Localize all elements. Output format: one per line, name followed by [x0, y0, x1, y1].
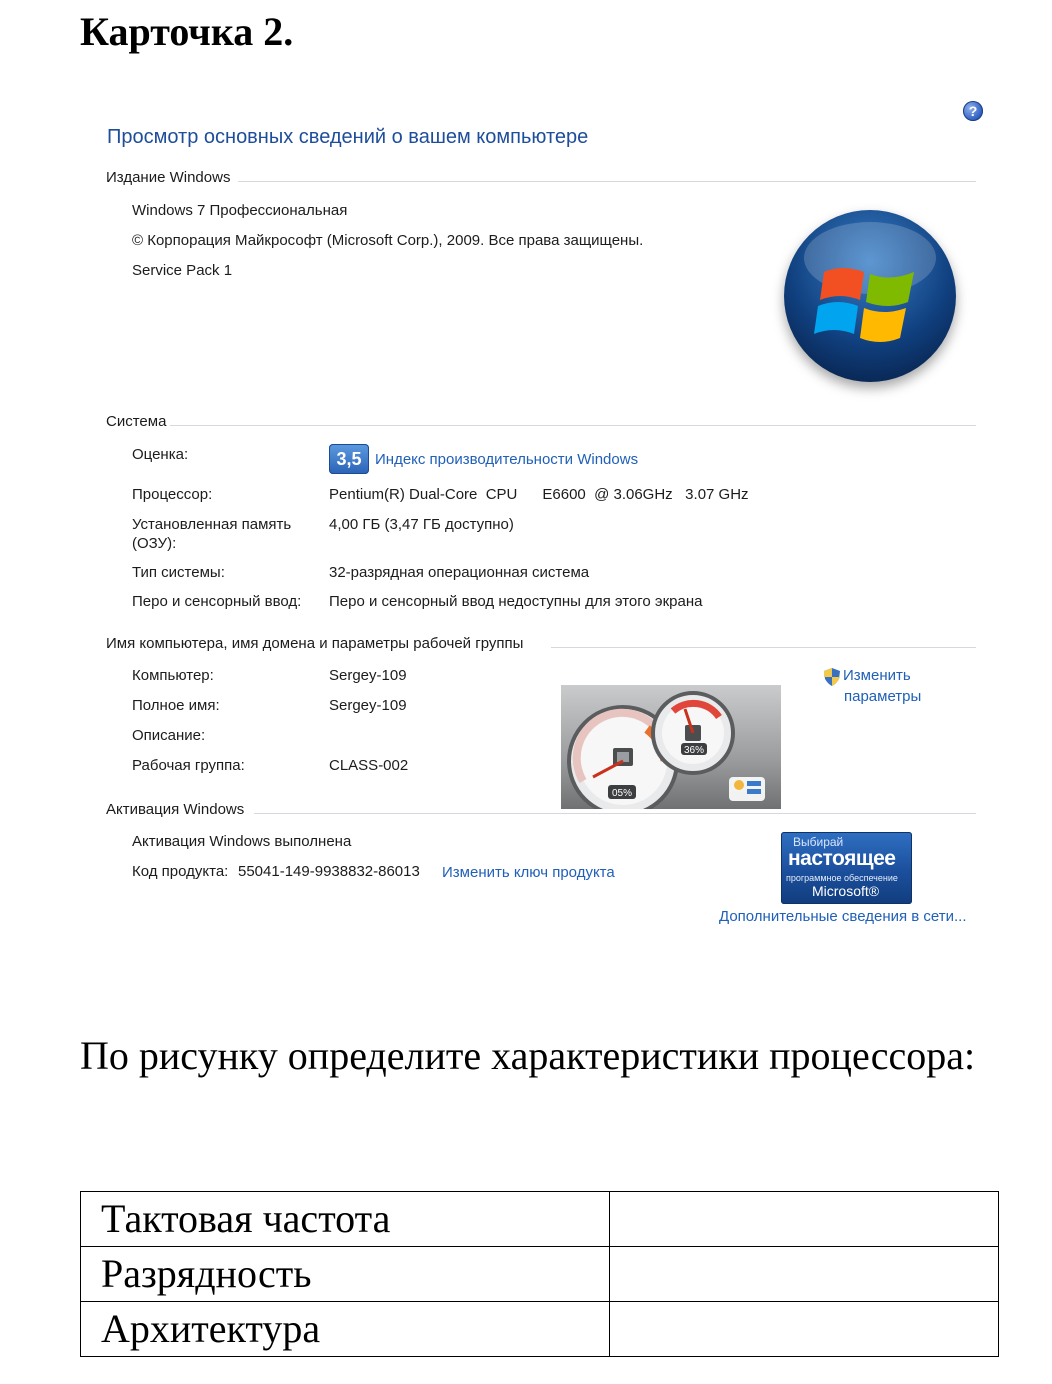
windows-edition-name: Windows 7 Профессиональная: [132, 202, 348, 219]
change-settings-link-line2[interactable]: параметры: [844, 688, 922, 705]
genuine-line1: Выбирай: [793, 835, 844, 849]
question-text: По рисунку определите характеристики процессора:: [80, 1033, 976, 1078]
genuine-line3: программное обеспечение: [786, 873, 898, 883]
section-label-windows-edition: Издание Windows: [106, 169, 231, 186]
card-title: Карточка 2.: [80, 9, 294, 54]
system-type-label: Тип системы:: [132, 564, 225, 581]
pen-touch-label: Перо и сенсорный ввод:: [132, 593, 302, 610]
section-divider: [170, 425, 976, 426]
section-label-activation: Активация Windows: [106, 801, 245, 818]
system-type-value: 32-разрядная операционная система: [329, 564, 590, 581]
wei-link[interactable]: Индекс производительности Windows: [375, 451, 639, 468]
fullname-value: Sergey-109: [329, 697, 407, 714]
section-label-computer-name: Имя компьютера, имя домена и параметры рабочей группы: [106, 635, 524, 652]
row-label-architecture: Архитектура: [81, 1302, 610, 1357]
computer-value: Sergey-109: [329, 667, 407, 684]
wei-score-badge[interactable]: 3,5: [329, 444, 369, 474]
processor-label: Процессор:: [132, 486, 213, 503]
more-info-online-link[interactable]: Дополнительные сведения в сети...: [719, 908, 967, 925]
pen-touch-value: Перо и сенсорный ввод недоступны для этого экрана: [329, 593, 703, 610]
rating-label: Оценка:: [132, 446, 189, 463]
cpu-meter-gadget: [561, 685, 781, 809]
genuine-line2: настоящее: [788, 847, 896, 870]
system-properties-panel: [96, 92, 996, 942]
change-settings-link-line1[interactable]: Изменить: [843, 667, 911, 684]
row-label-bitness: Разрядность: [81, 1247, 610, 1302]
section-label-system: Система: [106, 413, 167, 430]
activation-status: Активация Windows выполнена: [132, 833, 352, 850]
section-divider: [551, 647, 976, 648]
panel-heading: Просмотр основных сведений о вашем компьютере: [107, 126, 589, 148]
product-key-value: 55041-149-9938832-86013: [238, 863, 420, 880]
uac-shield-icon: [824, 668, 840, 686]
ram-gauge-readout: 36%: [683, 745, 705, 756]
table-row: [81, 1192, 999, 1247]
answer-cell[interactable]: [610, 1302, 999, 1357]
memory-value: 4,00 ГБ (3,47 ГБ доступно): [329, 516, 514, 533]
processor-value: Pentium(R) Dual-Core CPU E6600 @ 3.06GHz 3.07 GHz: [329, 486, 749, 503]
change-product-key-link[interactable]: Изменить ключ продукта: [442, 864, 615, 881]
genuine-line4: Microsoft®: [812, 883, 880, 899]
fullname-label: Полное имя:: [132, 697, 220, 714]
computer-label: Компьютер:: [132, 667, 214, 684]
table-row: [81, 1247, 999, 1302]
answer-table: [80, 1191, 999, 1357]
answer-cell[interactable]: [610, 1192, 999, 1247]
genuine-microsoft-banner[interactable]: [781, 832, 912, 904]
row-label-clock: Тактовая частота: [81, 1192, 610, 1247]
description-label: Описание:: [132, 727, 206, 744]
cpu-gauge-readout: 05%: [611, 788, 633, 799]
windows-service-pack: Service Pack 1: [132, 262, 233, 279]
windows-logo-icon: [784, 210, 956, 382]
answer-cell[interactable]: [610, 1247, 999, 1302]
workgroup-value: CLASS-002: [329, 757, 409, 774]
help-icon[interactable]: ?: [963, 101, 983, 121]
section-divider: [238, 181, 976, 182]
windows-copyright: © Корпорация Майкрософт (Microsoft Corp.), 2009. Все права защищены.: [132, 232, 644, 249]
table-row: [81, 1302, 999, 1357]
workgroup-label: Рабочая группа:: [132, 757, 245, 774]
memory-label-line2: (ОЗУ):: [132, 535, 177, 552]
memory-label-line1: Установленная память: [132, 516, 292, 533]
section-divider: [254, 813, 976, 814]
product-key-label: Код продукта:: [132, 863, 229, 880]
